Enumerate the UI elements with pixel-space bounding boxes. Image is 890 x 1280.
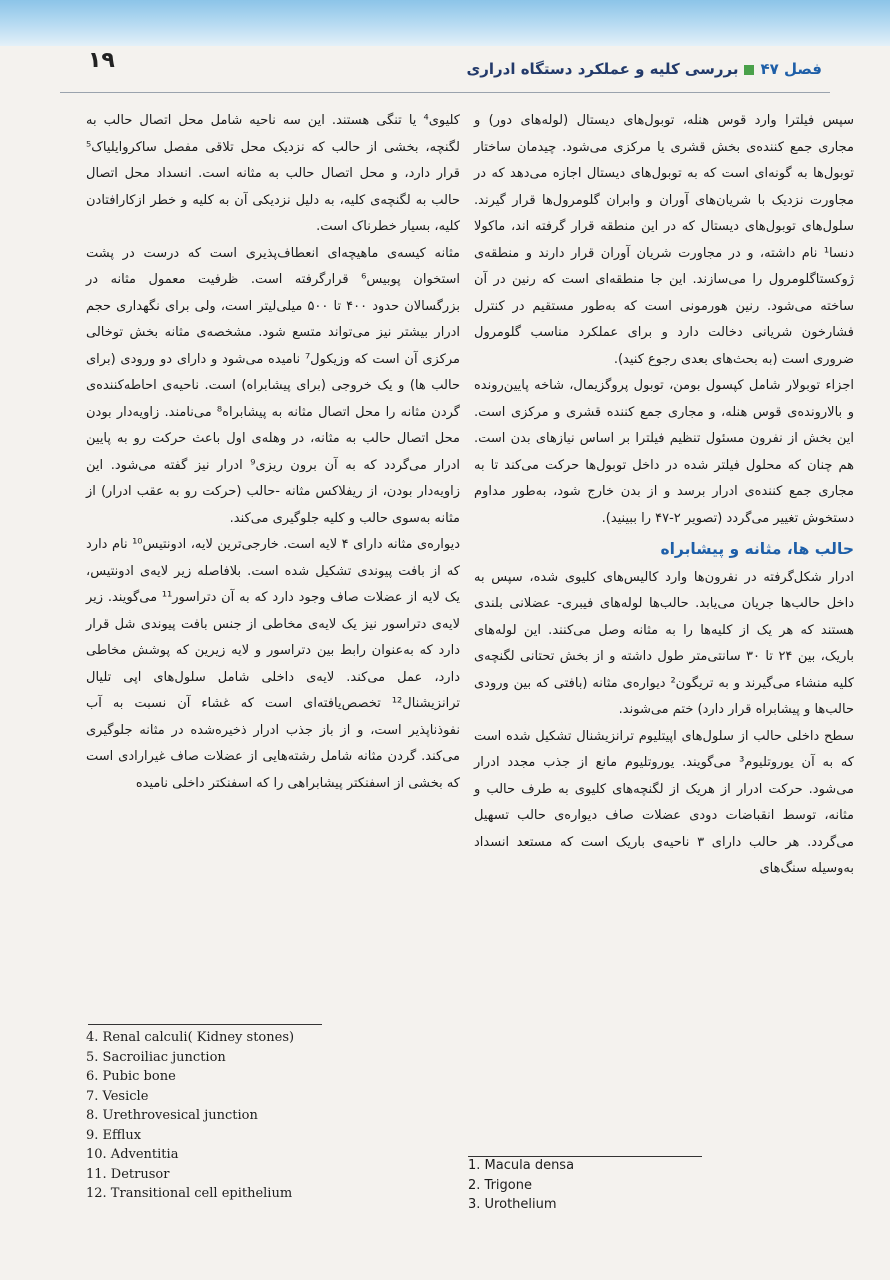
footnotes-right xyxy=(468,1156,574,1215)
footnote-item: 3. Urothelium xyxy=(468,1197,557,1212)
chapter-label: فصل ۴۷ xyxy=(760,60,822,78)
chapter-marker-icon xyxy=(744,65,754,75)
chapter-title-text: بررسی کلیه و عملکرد دستگاه ادراری xyxy=(466,60,739,78)
footnote-item: 1. Macula densa xyxy=(468,1158,575,1173)
page-header xyxy=(60,46,830,93)
paragraph: اجزاء توبولار شامل کپسول بومن، توبول پروگزیمال، شاخه پایین‌رونده و بالارونده‌ی قوس هنله، و مجاری جمع کننده قشری و مرکزی است. این بخش از نفرون مسئول تنظیم فیلترا بر اساس نیازهای بدن است. هم چنان که محلول فیلتر شده در داخل توبول‌ها حرکت می‌کند تا به مجاری جمع کننده‌ی ادرار برسد و از بدن خارج شود، به‌طور مداوم دستخوش تغییر می‌گردد (تصویر ۲-۴۷ را ببینید). xyxy=(474,378,854,526)
paragraph: کلیوی⁴ یا تنگی هستند. این سه ناحیه شامل محل اتصال حالب به لگنچه، بخشی از حالب که نزدیک محل تلاقی مفصل ساکروایلیاک⁵ قرار دارد، و محل اتصال حالب به مثانه است. انسداد محل اتصال حالب به لگنچه‌ی کلیه، به دلیل نزدیکی آن به کلیه و خطر ازکارافتادن کلیه، بسیار خطرناک است. xyxy=(86,113,460,234)
left-text-column xyxy=(86,108,460,797)
footnote-item: 6. Pubic bone xyxy=(86,1069,176,1084)
footnote-item: 5. Sacroiliac junction xyxy=(86,1049,226,1065)
footnote-item: 10. Adventitia xyxy=(86,1147,179,1162)
paragraph: مثانه کیسه‌ی ماهیچه‌ای انعطاف‌پذیری است که درست در پشت استخوان پوبیس⁶ قرارگرفته است. ظرفیت معمول مثانه در بزرگسالان حدود ۴۰۰ تا ۵۰۰ میلی‌لیتر است، ولی برای نگهداری حجم ادرار بیشتر نیز می‌تواند متسع شود. مشخصه‌ی مثانه بخش توخالی مرکزی آن است که وزیکول⁷ نامیده می‌شود و دارای دو ورودی (برای حالب ها) و یک خروجی (برای پیشابراه) است. ناحیه‌ی احاطه‌کننده‌ی گردن مثانه را محل اتصال مثانه به پیشابراه⁸ می‌نامند. زاویه‌دار بودن محل اتصال حالب به مثانه، در وهله‌ی اول باعث حرکت رو به پایین ادرار می‌گردد که به آن برون ریزی⁹ ادرار نیز گفته می‌شود. این زاویه‌دار بودن، از ریفلاکس مثانه -حالب (حرکت رو به عقب ادرار) از مثانه به‌سوی حالب و کلیه جلوگیری می‌کند. xyxy=(86,245,460,526)
footnote-item: 11. Detrusor xyxy=(86,1166,170,1182)
paragraph: ادرار شکل‌گرفته در نفرون‌ها وارد کالیس‌های کلیوی شده، سپس به داخل حالب‌ها جریان می‌یابد. حالب‌ها لوله‌های فیبری- عضلانی بلندی هستند که هر یک از کلیه‌ها را به مثانه وصل می‌کنند. این لوله‌های باریک، بین ۲۴ تا ۳۰ سانتی‌متر طول داشته و از بخش تحتانی لگنچه‌ی کلیه منشاء می‌گیرند و به تریگون² دیواره‌ی مثانه (بافتی که بین ورودی حالب‌ها و پیشابراه قرار دارد) ختم می‌شوند. xyxy=(474,569,854,717)
paragraph: سطح داخلی حالب از سلول‌های اپیتلیوم ترانزیشنال تشکیل شده است که به آن یوروتلیوم³ می‌گویند. یوروتلیوم مانع از جذب مجدد ادرار می‌شود. حرکت ادرار از هریک از لگنچه‌های کلیوی به طرف حالب و مثانه، توسط انقباضات دودی عضلات صاف دیواره‌ی حالب تسهیل می‌گردد. هر حالب دارای ۳ ناحیه‌ی باریک است که مستعد انسداد به‌وسیله سنگ‌های xyxy=(474,728,854,876)
footnote-item: 8. Urethrovesical junction xyxy=(86,1108,258,1123)
footnote-item: 7. Vesicle xyxy=(86,1088,149,1104)
top-decorative-band xyxy=(0,0,890,46)
footnote-item: 9. Efflux xyxy=(86,1127,142,1143)
right-text-column xyxy=(474,108,854,883)
paragraph: سپس فیلترا وارد قوس هنله، توبول‌های دیستال (لوله‌های دور) و مجاری جمع کننده‌ی بخش قشری یا مرکزی می‌شود. چیدمان ساختار توبول‌ها به گونه‌ای است که به توبول‌های دیستال اجازه می‌دهد که در مجاورت نزدیک با شریان‌های آوران و وابران گلومرول‌ها قرار گیرند. سلول‌های توبول‌های دیستال که در این منطقه قرار گرفته اند، ماکولا دنسا¹ نام داشته، و در مجاورت شریان آوران قرار دارند و منطقه‌ی ژوکستاگلومرول را می‌سازند. این جا منطقه‌ای است که رنین در آن ساخته می‌شود. رنین هورمونی است که به‌طور مستقیم در کنترل فشارخون شریانی دخالت دارد و برای عملکرد مناسب گلومرول ضروری است (به بحث‌های بعدی رجوع کنید). xyxy=(474,113,854,367)
footnote-item: 12. Transitional cell epithelium xyxy=(86,1186,293,1201)
paragraph: دیواره‌ی مثانه دارای ۴ لایه است. خارجی‌ترین لایه، ادونتیس¹⁰ نام دارد که از بافت پیوندی تشکیل شده است. بلافاصله زیر لایه‌ی ادونتیس، یک لایه از عضلات صاف وجود دارد که به آن دتراسور¹¹ می‌گویند. زیر لایه‌ی دتراسور نیز یک لایه‌ی مخاطی از جنس بافت پیوندی شل قرار دارد که به‌عنوان رابط بین دتراسور و لایه زیرین که پوشش مخاطی دارد، عمل می‌کند. لایه‌ی داخلی شامل سلول‌های اپی تلیال ترانزیشنال¹² تخصص‌یافته‌ای است که غشاء آن نسبت به آب نفوذناپذیر است، و از باز جذب ادرار ذخیره‌شده در مثانه جلوگیری می‌کند. گردن مثانه شامل رشته‌هایی از عضلات صاف غیرارادی است که بخشی از اسفنکتر پیشابراهی را که اسفنکتر داخلی نامیده xyxy=(86,537,460,791)
footnote-item: 4. Renal calculi( Kidney stones) xyxy=(86,1030,295,1045)
footnote-divider xyxy=(88,1024,322,1025)
section-heading: حالب ها، مثانه و پیشابراه xyxy=(660,540,854,558)
page-number: ۱۹ xyxy=(88,48,115,73)
footnotes-left xyxy=(86,1028,294,1204)
footnote-item: 2. Trigone xyxy=(468,1177,532,1193)
chapter-title xyxy=(466,60,822,78)
